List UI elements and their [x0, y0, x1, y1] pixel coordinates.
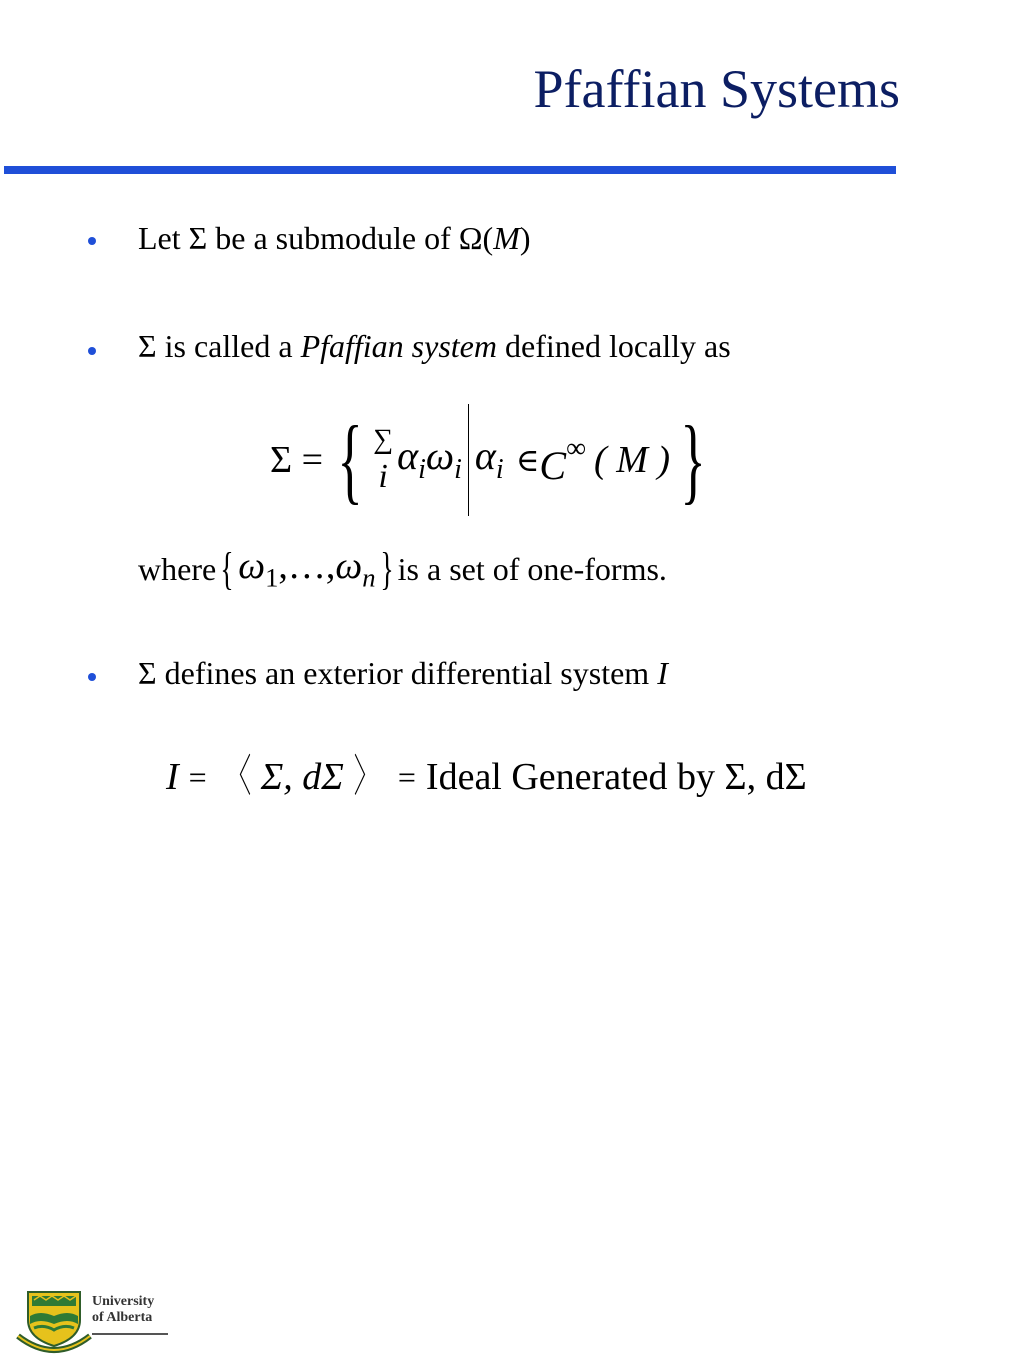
bullet-2-post: defined locally as — [496, 328, 731, 364]
eq1-C: C∞ — [539, 432, 587, 488]
eq1-in: ∈ — [515, 442, 540, 478]
eq1-cond-alpha: $\alpha_i$ — [474, 433, 504, 485]
title-rule — [4, 166, 896, 174]
bullet-3 — [138, 657, 668, 689]
eq1-M: ( M ) — [594, 439, 671, 481]
eq2-eq1: = — [188, 759, 207, 795]
equation-pfaffian: Σ = { ∑ i $\alpha_i\omega_i$ $\alpha_i$ ∈ C∞ ( M ) } — [270, 402, 716, 518]
bullet-1-pre: Let Σ be a submodule of Ω( — [138, 220, 494, 256]
bullet-3-text: Σ defines an exterior differential system — [138, 655, 658, 691]
eq1-such-that-bar — [468, 404, 469, 516]
eq2-rhs: Ideal Generated by Σ, dΣ — [425, 756, 807, 798]
bullet-3-var: I — [657, 655, 668, 691]
bullet-1-var: M — [493, 220, 520, 256]
eq2-eq2: = — [397, 759, 416, 795]
bullet-dot-2 — [88, 347, 96, 355]
eq1-lhs: Σ = — [270, 439, 324, 481]
eq2-lhs: I — [166, 756, 179, 798]
eq2-gen: Σ, dΣ — [260, 756, 344, 798]
bullet-2-italic: Pfaffian system — [300, 328, 497, 364]
where-set: $\omega_1,\dots,\omega_n$ — [238, 544, 376, 593]
logo-underline — [92, 1333, 168, 1335]
university-name: University of Alberta — [92, 1294, 155, 1325]
slide-title: Pfaffian Systems — [533, 59, 900, 119]
where-post: is a set of one-forms. — [397, 551, 667, 587]
equation-ideal: I = 〈 Σ, dΣ 〉 = Ideal Generated by Σ, dΣ — [166, 752, 807, 801]
bullet-2-pre: Σ is called a — [138, 328, 301, 364]
eq1-sum: ∑ i — [373, 424, 394, 495]
bullet-dot-1 — [88, 237, 96, 245]
where-pre: where — [138, 551, 217, 587]
eq1-term: $\alpha_i\omega_i$ — [397, 433, 462, 485]
bullet-1 — [138, 222, 531, 254]
bullet-dot-3 — [88, 673, 96, 681]
bullet-2 — [138, 330, 731, 362]
where-line: where { $\omega_1,\dots,\omega_n$ } is a set of one-forms. — [138, 543, 667, 594]
bullet-1-post: ) — [519, 220, 531, 256]
